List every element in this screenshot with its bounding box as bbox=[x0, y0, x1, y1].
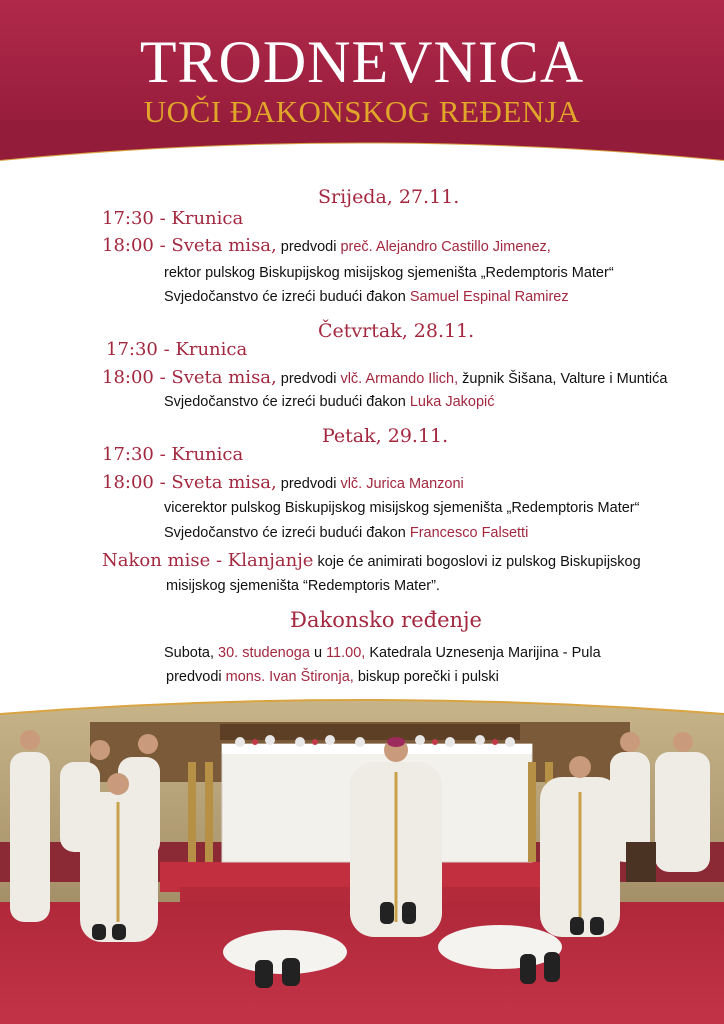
ordination-line-1 bbox=[164, 645, 601, 661]
celebrant-role: vicerektor pulskog Biskupijskog misijskog sjemeništa „Redemptoris Mater“ bbox=[164, 500, 640, 516]
ordination-day: Subota, bbox=[164, 645, 219, 661]
page-subtitle: UOČI ĐAKONSKOG REĐENJA bbox=[143, 94, 581, 129]
rosary-time: 17:30 - Krunica bbox=[102, 444, 244, 465]
presides-word: predvodi bbox=[276, 476, 341, 492]
day-heading-thursday: Četvrtak, 28.11. bbox=[318, 320, 475, 342]
adoration-line bbox=[102, 550, 641, 571]
page-title: TRODNEVNICA bbox=[139, 29, 585, 95]
ordination-time: 11.00, bbox=[326, 645, 366, 661]
mass-time: 18:00 - Sveta misa, bbox=[102, 472, 277, 493]
testimony-prefix: Svjedočanstvo će izreći budući đakon bbox=[164, 289, 410, 305]
bishop-title: biskup porečki i pulski bbox=[353, 669, 499, 685]
mass-line bbox=[102, 367, 667, 388]
presides-word: predvodi bbox=[276, 371, 341, 387]
ordination-presides: predvodi bbox=[166, 669, 226, 685]
ceremony-photo bbox=[0, 692, 724, 1024]
adoration-text-2: misijskog sjemeništa “Redemptoris Mater”. bbox=[166, 578, 440, 594]
mass-time: 18:00 - Sveta misa, bbox=[102, 235, 277, 256]
testimony-line bbox=[164, 525, 528, 541]
celebrant-name: vlč. Armando Ilich, bbox=[340, 371, 459, 387]
mass-line bbox=[102, 472, 464, 493]
celebrant-role: rektor pulskog Biskupijskog misijskog sjemeništa „Redemptoris Mater“ bbox=[164, 265, 614, 281]
day-heading-wednesday: Srijeda, 27.11. bbox=[318, 186, 460, 208]
ordination-at: u bbox=[309, 645, 327, 661]
adoration-label: Nakon mise - Klanjanje bbox=[102, 550, 314, 571]
ordination-heading: Đakonsko ređenje bbox=[290, 608, 482, 632]
ordination-date: 30. studenoga bbox=[218, 645, 310, 661]
celebrant-role: župnik Šišana, Valture i Muntića bbox=[458, 371, 668, 387]
deacon-name: Luka Jakopić bbox=[409, 394, 495, 410]
deacon-name: Francesco Falsetti bbox=[409, 525, 529, 541]
adoration-text: koje će animirati bogoslovi iz pulskog Biskupijskog bbox=[313, 554, 641, 570]
ordination-place: Katedrala Uznesenja Marijina - Pula bbox=[365, 645, 601, 661]
celebrant-name: preč. Alejandro Castillo Jimenez, bbox=[340, 239, 551, 255]
ordination-line-2 bbox=[166, 669, 499, 685]
testimony-line bbox=[164, 394, 494, 410]
day-heading-friday: Petak, 29.11. bbox=[322, 425, 449, 447]
mass-time: 18:00 - Sveta misa, bbox=[102, 367, 277, 388]
rosary-time: 17:30 - Krunica bbox=[102, 208, 244, 229]
presides-word: predvodi bbox=[276, 239, 341, 255]
testimony-prefix: Svjedočanstvo će izreći budući đakon bbox=[164, 394, 410, 410]
testimony-prefix: Svjedočanstvo će izreći budući đakon bbox=[164, 525, 410, 541]
rosary-time: 17:30 - Krunica bbox=[106, 339, 248, 360]
celebrant-name: vlč. Jurica Manzoni bbox=[340, 476, 464, 492]
bishop-name: mons. Ivan Štironja, bbox=[225, 669, 354, 685]
testimony-line bbox=[164, 289, 569, 305]
ceremony-illustration bbox=[0, 692, 724, 1024]
deacon-name: Samuel Espinal Ramirez bbox=[409, 289, 569, 305]
mass-line bbox=[102, 235, 551, 256]
